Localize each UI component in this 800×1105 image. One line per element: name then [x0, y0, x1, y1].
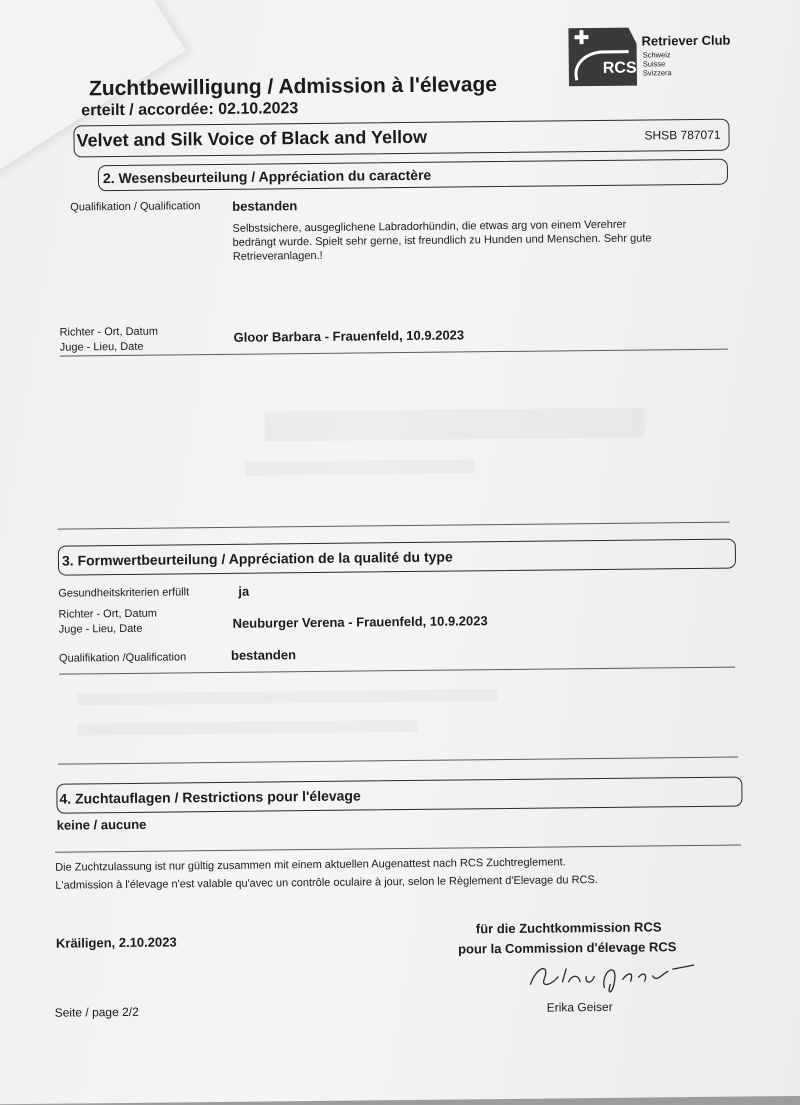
commission-de: für die Zuchtkommission RCS	[475, 919, 662, 937]
club-lang-fr: Suisse	[642, 59, 666, 69]
comment-line: Retrieveranlagen.!	[232, 249, 323, 263]
section2-judge-label	[59, 325, 158, 356]
section2-comment	[232, 217, 651, 263]
section2-qualification-value: bestanden	[232, 198, 298, 214]
divider	[55, 845, 741, 853]
rcs-logo	[562, 26, 639, 94]
section3-judge-value: Neuburger Verena - Frauenfeld, 10.9.2023	[232, 613, 488, 631]
dog-name: Velvet and Silk Voice of Black and Yellow	[76, 126, 428, 151]
signer-name: Erika Geiser	[546, 999, 613, 1015]
dog-name-box	[73, 119, 729, 158]
note-fr: L'admission à l'élevage n'est valable qu'avec un contrôle oculaire à jour, selon le Règlement d'Elevage du RCS.	[55, 874, 598, 892]
divider	[58, 522, 730, 530]
signature-scribble	[522, 953, 702, 1001]
section3-health-label: Gesundheitskriterien erfüllt	[58, 586, 190, 600]
section3-header	[58, 539, 736, 576]
club-lang-de: Schweiz	[642, 50, 671, 60]
club-name: Retriever Club	[641, 32, 731, 49]
judge-label-de: Richter - Ort, Datum	[58, 607, 157, 621]
judge-label-fr: Juge - Lieu, Date	[58, 622, 143, 636]
section4-title: 4. Zuchtauflagen / Restrictions pour l'élevage	[59, 787, 361, 807]
section4-header	[56, 777, 742, 814]
divider	[60, 349, 728, 357]
page-number: Seite / page 2/2	[54, 1004, 139, 1020]
section2-qualification-label: Qualifikation / Qualification	[70, 200, 201, 214]
signature	[522, 953, 703, 1006]
show-through-mark	[77, 689, 497, 705]
show-through-mark	[245, 459, 475, 475]
commission-fr: pour la Commission d'élevage RCS	[457, 939, 677, 957]
section2-header	[98, 159, 728, 192]
section3-qualification-value: bestanden	[230, 647, 297, 663]
show-through-mark	[264, 408, 644, 442]
section3-title: 3. Formwertbeurteilung / Appréciation de la qualité du type	[61, 548, 453, 569]
place-date: Kräiligen, 2.10.2023	[55, 934, 177, 951]
show-through-mark	[78, 720, 418, 736]
issued-date: erteilt / accordée: 02.10.2023	[81, 100, 299, 120]
divider	[58, 757, 738, 765]
section3-health-value: ja	[238, 583, 250, 599]
rcs-shield-icon	[562, 26, 639, 89]
judge-label-fr: Juge - Lieu, Date	[59, 340, 144, 354]
document-title: Zuchtbewilligung / Admission à l'élevage	[88, 73, 498, 101]
section4-value: keine / aucune	[56, 816, 147, 833]
club-languages	[643, 50, 672, 77]
club-lang-it: Svizzera	[642, 68, 672, 78]
section3-judge-label	[58, 607, 157, 638]
comment-line: bedrängt wurde. Spielt sehr gerne, ist freundlich zu Hunden und Menschen. Sehr gute	[232, 232, 652, 249]
comment-line: Selbstsichere, ausgeglichene Labradorhündin, die etwas arg von einem Verehrer	[232, 218, 627, 235]
section3-qualification-label: Qualifikation /Qualification	[58, 651, 187, 665]
section2-judge-value: Gloor Barbara - Frauenfeld, 10.9.2023	[233, 327, 465, 345]
judge-label-de: Richter - Ort, Datum	[59, 325, 159, 339]
logo-text: RCS	[602, 59, 637, 77]
divider	[59, 667, 735, 675]
dog-registry-number: SHSB 787071	[644, 127, 721, 143]
note-de: Die Zuchtzulassung ist nur gültig zusammen mit einem aktuellen Augenattest nach RCS Zuchtreglement.	[55, 856, 566, 874]
section2-title: 2. Wesensbeurteilung / Appréciation du caractère	[102, 166, 432, 187]
